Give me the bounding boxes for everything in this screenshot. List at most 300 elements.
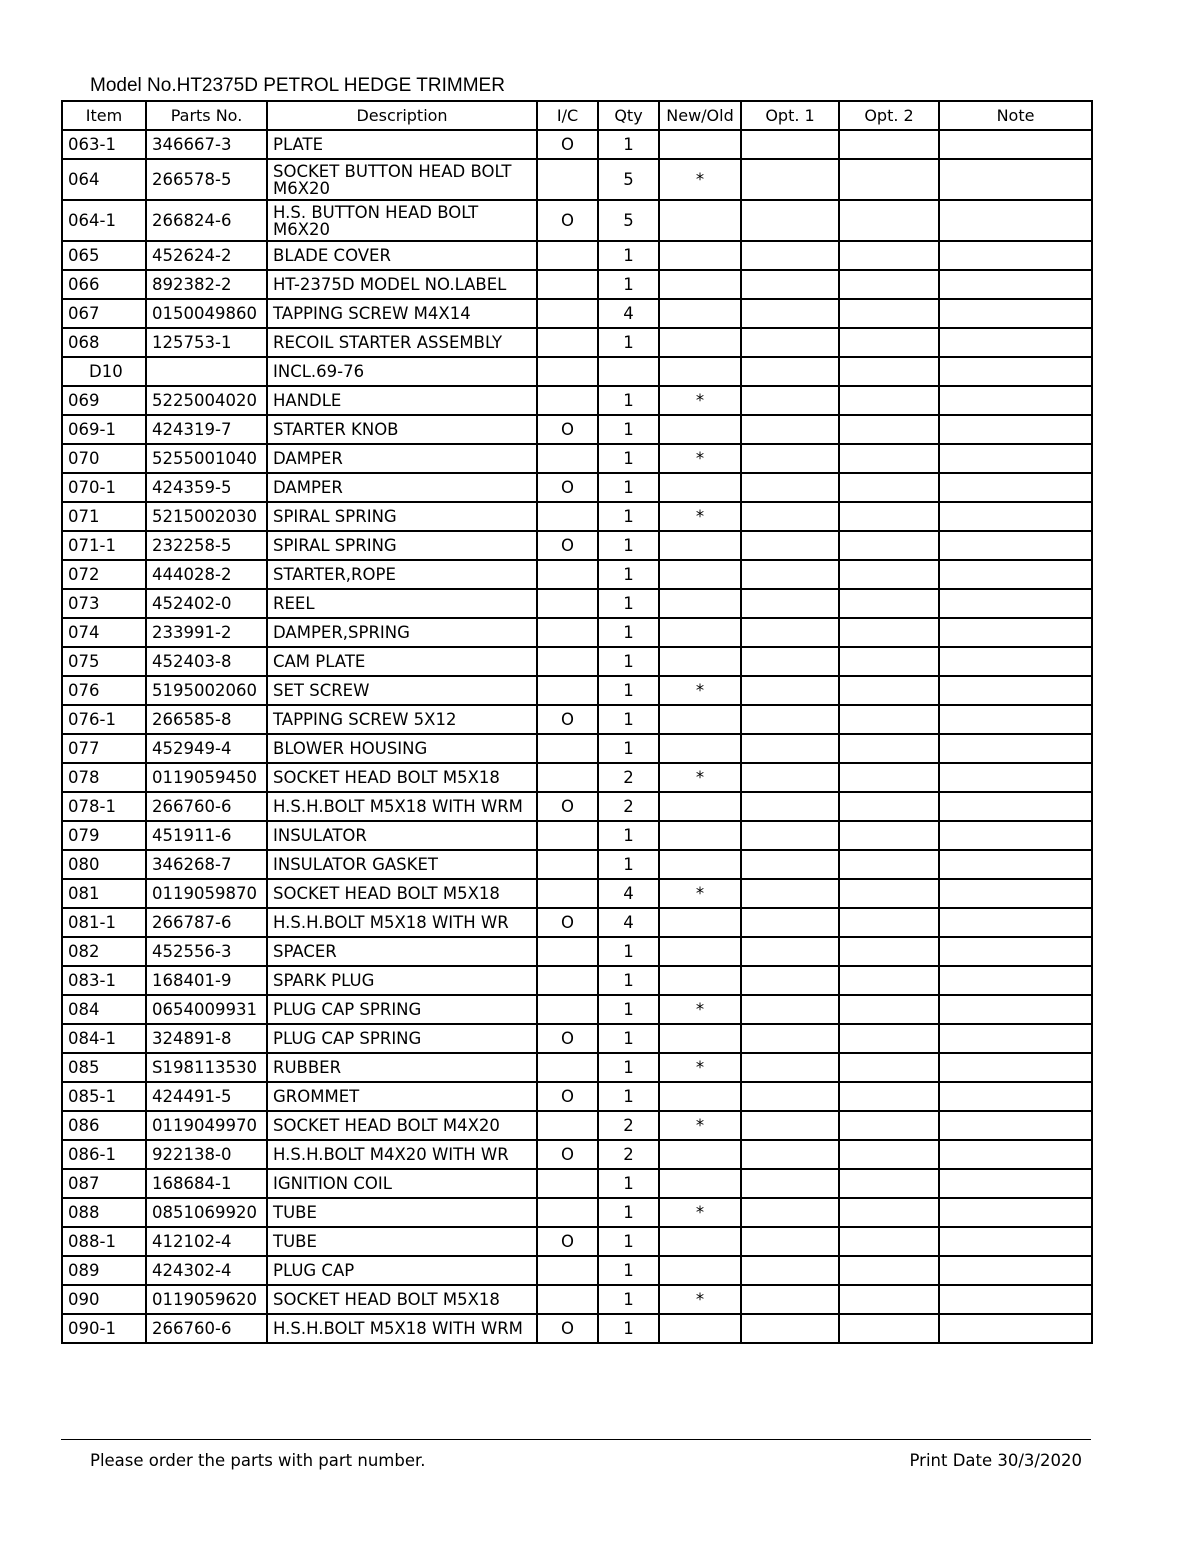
cell-parts-no: 452949-4 bbox=[146, 734, 267, 763]
cell-qty: 1 bbox=[598, 130, 659, 159]
cell-opt2 bbox=[839, 676, 939, 705]
cell-parts-no: 346667-3 bbox=[146, 130, 267, 159]
cell-parts-no: 0119059450 bbox=[146, 763, 267, 792]
cell-ic bbox=[537, 995, 598, 1024]
cell-qty: 5 bbox=[598, 200, 659, 241]
cell-opt2 bbox=[839, 270, 939, 299]
cell-opt1 bbox=[741, 1227, 839, 1256]
cell-opt1 bbox=[741, 159, 839, 200]
cell-item: 068 bbox=[62, 328, 146, 357]
cell-description: HANDLE bbox=[267, 386, 537, 415]
cell-description: TAPPING SCREW M4X14 bbox=[267, 299, 537, 328]
table-row bbox=[62, 589, 1092, 618]
cell-qty: 1 bbox=[598, 676, 659, 705]
cell-note bbox=[939, 734, 1092, 763]
cell-parts-no: 5255001040 bbox=[146, 444, 267, 473]
table-row bbox=[62, 821, 1092, 850]
cell-note bbox=[939, 676, 1092, 705]
cell-parts-no: 892382-2 bbox=[146, 270, 267, 299]
cell-note bbox=[939, 299, 1092, 328]
cell-item: 077 bbox=[62, 734, 146, 763]
cell-description: SOCKET HEAD BOLT M5X18 bbox=[267, 1285, 537, 1314]
cell-opt2 bbox=[839, 473, 939, 502]
table-row bbox=[62, 647, 1092, 676]
cell-new-old bbox=[659, 130, 741, 159]
cell-qty: 1 bbox=[598, 1024, 659, 1053]
cell-note bbox=[939, 1227, 1092, 1256]
cell-note bbox=[939, 763, 1092, 792]
cell-parts-no: 233991-2 bbox=[146, 618, 267, 647]
cell-opt2 bbox=[839, 531, 939, 560]
cell-new-old bbox=[659, 531, 741, 560]
column-header-opt2: Opt. 2 bbox=[839, 101, 939, 130]
cell-item: 071-1 bbox=[62, 531, 146, 560]
cell-opt1 bbox=[741, 200, 839, 241]
cell-item: 079 bbox=[62, 821, 146, 850]
cell-parts-no: 452403-8 bbox=[146, 647, 267, 676]
cell-description: STARTER KNOB bbox=[267, 415, 537, 444]
cell-parts-no: 125753-1 bbox=[146, 328, 267, 357]
cell-ic bbox=[537, 966, 598, 995]
cell-opt1 bbox=[741, 241, 839, 270]
cell-opt2 bbox=[839, 200, 939, 241]
cell-note bbox=[939, 879, 1092, 908]
cell-description: PLATE bbox=[267, 130, 537, 159]
cell-description: CAM PLATE bbox=[267, 647, 537, 676]
cell-ic bbox=[537, 1285, 598, 1314]
cell-opt2 bbox=[839, 415, 939, 444]
cell-parts-no: 266578-5 bbox=[146, 159, 267, 200]
cell-note bbox=[939, 386, 1092, 415]
cell-ic bbox=[537, 241, 598, 270]
cell-opt2 bbox=[839, 1285, 939, 1314]
cell-item: 081-1 bbox=[62, 908, 146, 937]
column-header-opt1: Opt. 1 bbox=[741, 101, 839, 130]
cell-item: 088 bbox=[62, 1198, 146, 1227]
cell-description: DAMPER bbox=[267, 444, 537, 473]
cell-opt2 bbox=[839, 850, 939, 879]
cell-note bbox=[939, 415, 1092, 444]
cell-new-old bbox=[659, 821, 741, 850]
cell-qty: 1 bbox=[598, 1285, 659, 1314]
cell-new-old bbox=[659, 473, 741, 502]
cell-description: TAPPING SCREW 5X12 bbox=[267, 705, 537, 734]
cell-opt2 bbox=[839, 1169, 939, 1198]
cell-note bbox=[939, 560, 1092, 589]
cell-new-old: * bbox=[659, 995, 741, 1024]
cell-new-old bbox=[659, 241, 741, 270]
cell-qty: 1 bbox=[598, 560, 659, 589]
cell-note bbox=[939, 502, 1092, 531]
cell-note bbox=[939, 937, 1092, 966]
cell-qty: 1 bbox=[598, 1314, 659, 1343]
cell-note bbox=[939, 1285, 1092, 1314]
cell-new-old bbox=[659, 1314, 741, 1343]
cell-qty: 1 bbox=[598, 328, 659, 357]
cell-qty: 1 bbox=[598, 821, 659, 850]
cell-opt2 bbox=[839, 879, 939, 908]
table-row bbox=[62, 1256, 1092, 1285]
cell-parts-no: 324891-8 bbox=[146, 1024, 267, 1053]
cell-ic: O bbox=[537, 1082, 598, 1111]
cell-new-old bbox=[659, 850, 741, 879]
cell-qty: 1 bbox=[598, 473, 659, 502]
cell-opt1 bbox=[741, 908, 839, 937]
column-header-description: Description bbox=[267, 101, 537, 130]
cell-description: DAMPER,SPRING bbox=[267, 618, 537, 647]
cell-ic: O bbox=[537, 415, 598, 444]
cell-opt1 bbox=[741, 473, 839, 502]
cell-qty: 2 bbox=[598, 1111, 659, 1140]
cell-new-old bbox=[659, 1256, 741, 1285]
cell-description: H.S. BUTTON HEAD BOLT M6X20 bbox=[267, 200, 537, 241]
cell-opt2 bbox=[839, 618, 939, 647]
cell-qty: 1 bbox=[598, 937, 659, 966]
cell-qty: 1 bbox=[598, 647, 659, 676]
cell-note bbox=[939, 1314, 1092, 1343]
cell-opt2 bbox=[839, 1024, 939, 1053]
cell-ic: O bbox=[537, 908, 598, 937]
cell-description: DAMPER bbox=[267, 473, 537, 502]
cell-opt1 bbox=[741, 1314, 839, 1343]
cell-description: SPACER bbox=[267, 937, 537, 966]
cell-parts-no: 452624-2 bbox=[146, 241, 267, 270]
cell-opt1 bbox=[741, 299, 839, 328]
cell-parts-no: 168684-1 bbox=[146, 1169, 267, 1198]
cell-opt2 bbox=[839, 299, 939, 328]
cell-qty: 1 bbox=[598, 705, 659, 734]
cell-description: PLUG CAP SPRING bbox=[267, 1024, 537, 1053]
table-row bbox=[62, 502, 1092, 531]
cell-parts-no: 266760-6 bbox=[146, 792, 267, 821]
table-row bbox=[62, 130, 1092, 159]
cell-parts-no: 0851069920 bbox=[146, 1198, 267, 1227]
cell-description: INSULATOR GASKET bbox=[267, 850, 537, 879]
cell-new-old bbox=[659, 589, 741, 618]
cell-item: 086-1 bbox=[62, 1140, 146, 1169]
cell-qty: 1 bbox=[598, 1169, 659, 1198]
footer-print-date: Print Date 30/3/2020 bbox=[909, 1451, 1082, 1470]
cell-qty: 1 bbox=[598, 1198, 659, 1227]
column-header-qty: Qty bbox=[598, 101, 659, 130]
cell-note bbox=[939, 241, 1092, 270]
cell-qty: 1 bbox=[598, 850, 659, 879]
cell-note bbox=[939, 473, 1092, 502]
cell-opt1 bbox=[741, 676, 839, 705]
cell-new-old: * bbox=[659, 159, 741, 200]
cell-ic bbox=[537, 444, 598, 473]
cell-qty: 4 bbox=[598, 299, 659, 328]
cell-ic: O bbox=[537, 705, 598, 734]
cell-parts-no: 922138-0 bbox=[146, 1140, 267, 1169]
cell-item: 072 bbox=[62, 560, 146, 589]
cell-item: 064 bbox=[62, 159, 146, 200]
cell-qty: 4 bbox=[598, 879, 659, 908]
cell-item: D10 bbox=[62, 357, 146, 386]
cell-opt1 bbox=[741, 705, 839, 734]
cell-opt1 bbox=[741, 560, 839, 589]
cell-item: 071 bbox=[62, 502, 146, 531]
page-title: Model No.HT2375D PETROL HEDGE TRIMMER bbox=[90, 75, 505, 96]
cell-opt2 bbox=[839, 1140, 939, 1169]
cell-opt1 bbox=[741, 130, 839, 159]
cell-ic bbox=[537, 1053, 598, 1082]
cell-parts-no: 424302-4 bbox=[146, 1256, 267, 1285]
cell-qty: 1 bbox=[598, 1053, 659, 1082]
cell-ic: O bbox=[537, 531, 598, 560]
cell-note bbox=[939, 159, 1092, 200]
cell-note bbox=[939, 1024, 1092, 1053]
cell-opt2 bbox=[839, 1111, 939, 1140]
cell-opt2 bbox=[839, 159, 939, 200]
table-row bbox=[62, 1198, 1092, 1227]
cell-opt1 bbox=[741, 1256, 839, 1285]
table-row bbox=[62, 879, 1092, 908]
column-header-parts-no: Parts No. bbox=[146, 101, 267, 130]
cell-description: SPIRAL SPRING bbox=[267, 531, 537, 560]
cell-description: H.S.H.BOLT M5X18 WITH WR bbox=[267, 908, 537, 937]
cell-ic bbox=[537, 357, 598, 386]
parts-table-body bbox=[62, 130, 1092, 1343]
cell-qty: 2 bbox=[598, 792, 659, 821]
cell-parts-no bbox=[146, 357, 267, 386]
cell-new-old bbox=[659, 1082, 741, 1111]
column-header-new-old: New/Old bbox=[659, 101, 741, 130]
cell-opt1 bbox=[741, 792, 839, 821]
cell-opt1 bbox=[741, 415, 839, 444]
cell-parts-no: 232258-5 bbox=[146, 531, 267, 560]
table-row bbox=[62, 444, 1092, 473]
cell-qty: 1 bbox=[598, 241, 659, 270]
cell-opt1 bbox=[741, 618, 839, 647]
cell-parts-no: 0119059870 bbox=[146, 879, 267, 908]
cell-ic bbox=[537, 1198, 598, 1227]
cell-opt2 bbox=[839, 357, 939, 386]
cell-qty: 1 bbox=[598, 270, 659, 299]
cell-description: RUBBER bbox=[267, 1053, 537, 1082]
cell-opt2 bbox=[839, 792, 939, 821]
cell-qty: 1 bbox=[598, 618, 659, 647]
cell-new-old bbox=[659, 270, 741, 299]
cell-item: 080 bbox=[62, 850, 146, 879]
cell-new-old bbox=[659, 792, 741, 821]
cell-note bbox=[939, 792, 1092, 821]
table-row bbox=[62, 299, 1092, 328]
cell-item: 076-1 bbox=[62, 705, 146, 734]
cell-ic bbox=[537, 821, 598, 850]
cell-parts-no: 0150049860 bbox=[146, 299, 267, 328]
cell-opt1 bbox=[741, 995, 839, 1024]
cell-opt2 bbox=[839, 1053, 939, 1082]
table-row bbox=[62, 618, 1092, 647]
table-row bbox=[62, 850, 1092, 879]
table-row bbox=[62, 792, 1092, 821]
cell-opt2 bbox=[839, 647, 939, 676]
table-row bbox=[62, 386, 1092, 415]
table-row bbox=[62, 357, 1092, 386]
cell-description: IGNITION COIL bbox=[267, 1169, 537, 1198]
cell-new-old bbox=[659, 328, 741, 357]
cell-description: SOCKET HEAD BOLT M5X18 bbox=[267, 879, 537, 908]
cell-opt1 bbox=[741, 444, 839, 473]
table-row bbox=[62, 159, 1092, 200]
cell-opt2 bbox=[839, 937, 939, 966]
table-row bbox=[62, 270, 1092, 299]
cell-description: SET SCREW bbox=[267, 676, 537, 705]
footer-order-note: Please order the parts with part number. bbox=[90, 1451, 426, 1470]
table-row bbox=[62, 241, 1092, 270]
cell-opt1 bbox=[741, 1053, 839, 1082]
cell-parts-no: 452402-0 bbox=[146, 589, 267, 618]
table-row bbox=[62, 1111, 1092, 1140]
cell-opt2 bbox=[839, 734, 939, 763]
cell-opt1 bbox=[741, 1285, 839, 1314]
cell-ic bbox=[537, 1169, 598, 1198]
cell-opt1 bbox=[741, 386, 839, 415]
cell-ic bbox=[537, 850, 598, 879]
cell-parts-no: 266787-6 bbox=[146, 908, 267, 937]
column-header-ic: I/C bbox=[537, 101, 598, 130]
cell-note bbox=[939, 821, 1092, 850]
cell-opt1 bbox=[741, 879, 839, 908]
cell-ic: O bbox=[537, 130, 598, 159]
cell-description: SPARK PLUG bbox=[267, 966, 537, 995]
cell-new-old bbox=[659, 966, 741, 995]
cell-opt2 bbox=[839, 908, 939, 937]
cell-ic bbox=[537, 763, 598, 792]
cell-parts-no: S198113530 bbox=[146, 1053, 267, 1082]
cell-description: REEL bbox=[267, 589, 537, 618]
cell-note bbox=[939, 200, 1092, 241]
cell-opt1 bbox=[741, 531, 839, 560]
cell-description: TUBE bbox=[267, 1227, 537, 1256]
cell-new-old bbox=[659, 1024, 741, 1053]
cell-note bbox=[939, 1169, 1092, 1198]
cell-parts-no: 5225004020 bbox=[146, 386, 267, 415]
cell-qty: 1 bbox=[598, 502, 659, 531]
cell-description: BLADE COVER bbox=[267, 241, 537, 270]
cell-item: 063-1 bbox=[62, 130, 146, 159]
cell-parts-no: 452556-3 bbox=[146, 937, 267, 966]
cell-opt2 bbox=[839, 966, 939, 995]
cell-note bbox=[939, 357, 1092, 386]
cell-ic: O bbox=[537, 1024, 598, 1053]
cell-qty: 1 bbox=[598, 1082, 659, 1111]
table-header-row bbox=[62, 101, 1092, 130]
cell-new-old bbox=[659, 618, 741, 647]
cell-item: 081 bbox=[62, 879, 146, 908]
cell-opt1 bbox=[741, 357, 839, 386]
cell-parts-no: 5215002030 bbox=[146, 502, 267, 531]
cell-ic bbox=[537, 386, 598, 415]
cell-parts-no: 412102-4 bbox=[146, 1227, 267, 1256]
cell-new-old: * bbox=[659, 444, 741, 473]
cell-description: INCL.69-76 bbox=[267, 357, 537, 386]
cell-qty: 4 bbox=[598, 908, 659, 937]
cell-new-old bbox=[659, 734, 741, 763]
column-header-note: Note bbox=[939, 101, 1092, 130]
cell-note bbox=[939, 444, 1092, 473]
cell-description: GROMMET bbox=[267, 1082, 537, 1111]
cell-item: 069 bbox=[62, 386, 146, 415]
parts-table bbox=[61, 100, 1093, 1344]
cell-opt1 bbox=[741, 763, 839, 792]
cell-opt2 bbox=[839, 560, 939, 589]
cell-new-old: * bbox=[659, 763, 741, 792]
cell-ic: O bbox=[537, 1314, 598, 1343]
cell-description: PLUG CAP bbox=[267, 1256, 537, 1285]
cell-ic: O bbox=[537, 1140, 598, 1169]
cell-opt2 bbox=[839, 328, 939, 357]
cell-qty: 1 bbox=[598, 734, 659, 763]
cell-opt1 bbox=[741, 647, 839, 676]
table-row bbox=[62, 995, 1092, 1024]
cell-ic bbox=[537, 618, 598, 647]
table-row bbox=[62, 763, 1092, 792]
column-header-item: Item bbox=[62, 101, 146, 130]
cell-note bbox=[939, 130, 1092, 159]
cell-parts-no: 451911-6 bbox=[146, 821, 267, 850]
cell-item: 085 bbox=[62, 1053, 146, 1082]
cell-parts-no: 266760-6 bbox=[146, 1314, 267, 1343]
cell-new-old bbox=[659, 937, 741, 966]
table-row bbox=[62, 415, 1092, 444]
cell-opt1 bbox=[741, 589, 839, 618]
cell-new-old bbox=[659, 560, 741, 589]
cell-note bbox=[939, 270, 1092, 299]
cell-ic bbox=[537, 1256, 598, 1285]
cell-parts-no: 266585-8 bbox=[146, 705, 267, 734]
cell-description: HT-2375D MODEL NO.LABEL bbox=[267, 270, 537, 299]
cell-parts-no: 0119049970 bbox=[146, 1111, 267, 1140]
cell-qty: 2 bbox=[598, 1140, 659, 1169]
cell-opt2 bbox=[839, 1227, 939, 1256]
cell-item: 075 bbox=[62, 647, 146, 676]
cell-item: 066 bbox=[62, 270, 146, 299]
cell-opt2 bbox=[839, 1256, 939, 1285]
cell-new-old: * bbox=[659, 1198, 741, 1227]
cell-ic bbox=[537, 502, 598, 531]
cell-note bbox=[939, 647, 1092, 676]
cell-opt2 bbox=[839, 386, 939, 415]
cell-new-old bbox=[659, 908, 741, 937]
table-row bbox=[62, 1053, 1092, 1082]
cell-description: INSULATOR bbox=[267, 821, 537, 850]
cell-opt1 bbox=[741, 937, 839, 966]
cell-parts-no: 444028-2 bbox=[146, 560, 267, 589]
cell-ic bbox=[537, 328, 598, 357]
table-row bbox=[62, 531, 1092, 560]
table-row bbox=[62, 1140, 1092, 1169]
cell-parts-no: 266824-6 bbox=[146, 200, 267, 241]
cell-item: 082 bbox=[62, 937, 146, 966]
cell-ic: O bbox=[537, 792, 598, 821]
cell-item: 078 bbox=[62, 763, 146, 792]
cell-item: 074 bbox=[62, 618, 146, 647]
cell-new-old: * bbox=[659, 386, 741, 415]
cell-opt2 bbox=[839, 1198, 939, 1227]
cell-ic bbox=[537, 560, 598, 589]
cell-ic bbox=[537, 734, 598, 763]
cell-ic bbox=[537, 270, 598, 299]
cell-opt2 bbox=[839, 589, 939, 618]
cell-qty: 1 bbox=[598, 966, 659, 995]
table-row bbox=[62, 937, 1092, 966]
cell-item: 069-1 bbox=[62, 415, 146, 444]
cell-item: 064-1 bbox=[62, 200, 146, 241]
cell-opt2 bbox=[839, 995, 939, 1024]
cell-opt2 bbox=[839, 502, 939, 531]
